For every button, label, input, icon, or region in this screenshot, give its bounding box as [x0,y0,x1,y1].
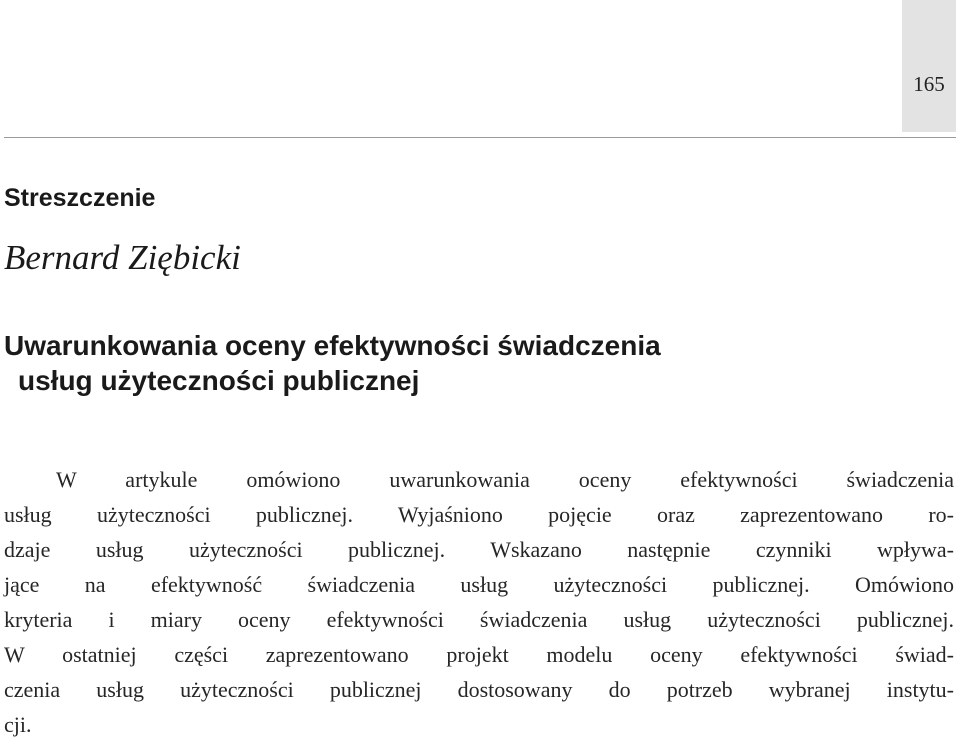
abstract-line: czenia usług użyteczności publicznej dostosowany do potrzeb wybranej instytu- [4,677,954,702]
author-name: Bernard Ziębicki [4,238,241,277]
abstract-paragraph [4,462,954,742]
abstract-line: kryteria i miary oceny efektywności świadczenia usług użyteczności publicznej. [4,607,954,632]
abstract-line: cji. [4,712,32,737]
page-number: 165 [913,72,945,96]
article-title-line-1: Uwarunkowania oceny efektywności świadczenia [4,330,661,361]
header-rule [4,137,956,138]
abstract-line: usług użyteczności publicznej. Wyjaśniono pojęcie oraz zaprezentowano ro- [4,502,954,527]
article-title-line-2: usług użyteczności publicznej [18,365,420,396]
abstract-line: W artykule omówiono uwarunkowania oceny efektywności świadczenia [56,467,954,492]
abstract-line: W ostatniej części zaprezentowano projekt modelu oceny efektywności świad- [4,642,954,667]
abstract-line: dzaje usług użyteczności publicznej. Wskazano następnie czynniki wpływa- [4,537,954,562]
article-title [4,328,661,398]
section-title: Streszczenie [4,184,156,212]
abstract-line: jące na efektywność świadczenia usług użyteczności publicznej. Omówiono [4,572,954,597]
page-number-tab [902,0,956,132]
